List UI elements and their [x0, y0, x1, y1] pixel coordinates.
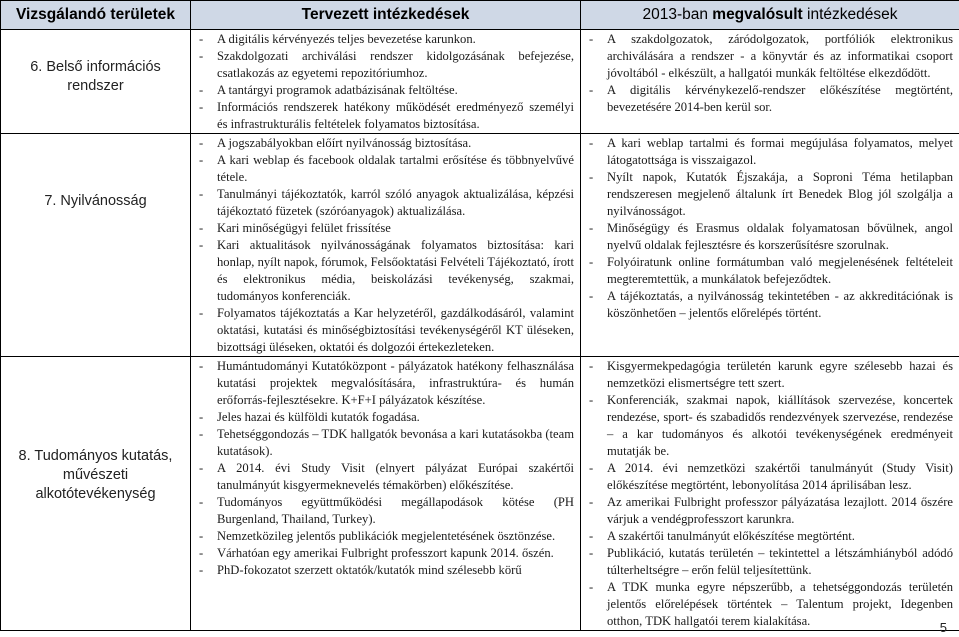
list-item: - A kari weblap és facebook oldalak tartalmi erősítése és többnyelvűvé tétele.: [197, 152, 574, 186]
page-number: 5: [939, 620, 947, 635]
realized-list: [581, 357, 959, 630]
area-label: 8. Tudományos kutatás, művészeti alkotótevékenység: [18, 448, 173, 502]
table-row: [1, 30, 959, 134]
list-item: - A szakdolgozatok, záródolgozatok, portfóliók elektronikus archiválására a rendszer - a könyvtár és az informatikai csoport jóvoltából - elkészült, a hallgatói munkák feltöltése elkezdődött.: [587, 31, 953, 82]
list-item: - Kari aktualitások nyilvánosságának folyamatos biztosítása: kari honlap, nyílt napok, fórumok, Felsőoktatási Felvételi Tájékoztató, írott és elektronikus média, beiskolázási tevékenység, szakmai, tudományos konferenciák.: [197, 237, 574, 305]
realized-list: [581, 30, 959, 116]
list-item: - Tanulmányi tájékoztatók, karról szóló anyagok aktualizálása, képzési tájékoztató füzetek (szóróanyagok) aktualizálása.: [197, 186, 574, 220]
area-label: 6. Belső információs rendszer: [30, 59, 161, 94]
planned-list: [191, 357, 580, 579]
table-body: [1, 30, 959, 631]
list-item: - Nyílt napok, Kutatók Éjszakája, a Soproni Téma hetilapban rendszeresen megjelenő általunk írt Benedek Blog jól szolgálja a nyilvánosságot.: [587, 169, 953, 220]
list-item: - A digitális kérvényezés teljes bevezetése karunkon.: [197, 31, 574, 48]
list-item: - A tájékoztatás, a nyilvánosság tekintetében - az akkreditációnak is köszönhetően – jelentős előrelépés történt.: [587, 288, 953, 322]
list-item: - Szakdolgozati archiválási rendszer kidolgozásának befejezése, csatlakozás az egyetemi repozitóriumhoz.: [197, 48, 574, 82]
planned-measures-cell: [191, 134, 581, 357]
header-planned: Tervezett intézkedések: [191, 1, 581, 30]
list-item: - Várhatóan egy amerikai Fulbright professzort kapunk 2014. őszén.: [197, 545, 574, 562]
list-item: - Nemzetközileg jelentős publikációk megjelentetésének ösztönzése.: [197, 528, 574, 545]
list-item: - A szakértői tanulmányút előkészítése megtörtént.: [587, 528, 953, 545]
list-item: - Tehetséggondozás – TDK hallgatók bevonása a kari kutatásokba (team kutatások).: [197, 426, 574, 460]
list-item: - Konferenciák, szakmai napok, kiállítások szervezése, koncertek rendezése, sport- és szabadidős rendezvények szervezése, rendezése – a kar tudományos és alkotói tevékenységének eredményeit mutatják be.: [587, 392, 953, 460]
planned-list: [191, 30, 580, 133]
list-item: - A jogszabályokban előírt nyilvánosság biztosítása.: [197, 135, 574, 152]
list-item: - Humántudományi Kutatóközpont - pályázatok hatékony felhasználása kutatási projektek megvalósítására, infrastruktúra- és humán erőforrás-fejlesztésekre. K+F+I pályázatok készítése.: [197, 358, 574, 409]
list-item: - Az amerikai Fulbright professzor pályázatása lezajlott. 2014 őszére várjuk a vendégprofesszort karunkra.: [587, 494, 953, 528]
list-item: - Folyamatos tájékoztatás a Kar helyzetéről, gazdálkodásáról, valamint oktatási, kutatási és minőségbiztosítási tevékenységéről KT üléseken, bizottsági üléseken, oktatói és dolgozói értekezleteken.: [197, 305, 574, 356]
header-realized: 2013-ban megvalósult intézkedések: [581, 1, 959, 30]
area-label: 7. Nyilvánosság: [44, 193, 147, 209]
realized-list: [581, 134, 959, 322]
list-item: - Tudományos együttműködési megállapodások kötése (PH Burgenland, Thailand, Turkey).: [197, 494, 574, 528]
planned-measures-cell: [191, 30, 581, 134]
list-item: - A 2014. évi Study Visit (elnyert pályázat Európai szakértői tanulmányút kisgyermeknevelés témakörben) előkészítése.: [197, 460, 574, 494]
area-cell: [1, 30, 191, 134]
list-item: - A digitális kérvénykezelő-rendszer előkészítése megtörtént, bevezetésére 2014-ben kerül sor.: [587, 82, 953, 116]
list-item: - Információs rendszerek hatékony működését eredményező személyi és infrastrukturális feltételek folyamatos biztosítása.: [197, 99, 574, 133]
list-item: - A kari weblap tartalmi és formai megújulása folyamatos, melyet látogatottsága is visszaigazol.: [587, 135, 953, 169]
list-item: - Kisgyermekpedagógia területén karunk egyre szélesebb hazai és nemzetközi elismertségre tett szert.: [587, 358, 953, 392]
list-item: - A tantárgyi programok adatbázisának feltöltése.: [197, 82, 574, 99]
area-cell: [1, 134, 191, 357]
table-row: [1, 134, 959, 357]
list-item: - Publikáció, kutatás területén – tekintettel a létszámhiányból adódó túlterheltségre – erőn felül teljesítettünk.: [587, 545, 953, 579]
list-item: - PhD-fokozatot szerzett oktatók/kutatók mind szélesebb körű: [197, 562, 574, 579]
list-item: - Folyóiratunk online formátumban való megjelenésének feltételeit megteremtettük, a munkálatok befejeződtek.: [587, 254, 953, 288]
realized-measures-cell: [581, 357, 959, 631]
list-item: - Kari minőségügyi felület frissítése: [197, 220, 574, 237]
planned-list: [191, 134, 580, 356]
list-item: - Jeles hazai és külföldi kutatók fogadása.: [197, 409, 574, 426]
list-item: - Minőségügy és Erasmus oldalak folyamatosan bővülnek, angol nyelvű oldalak fejlesztésre és korszerűsítésre szorulnak.: [587, 220, 953, 254]
realized-measures-cell: [581, 30, 959, 134]
area-cell: [1, 357, 191, 631]
header-row: [1, 1, 959, 30]
header-areas: Vizsgálandó területek: [1, 1, 191, 30]
list-item: - A 2014. évi nemzetközi szakértői tanulmányút (Study Visit) előkészítése megtörtént, lebonyolítása 2014 áprilisában lesz.: [587, 460, 953, 494]
table-row: [1, 357, 959, 631]
realized-measures-cell: [581, 134, 959, 357]
planned-measures-cell: [191, 357, 581, 631]
list-item: - A TDK munka egyre népszerűbb, a tehetséggondozás területén jelentős előrelépések történtek – Talentum projekt, Idegenben otthon, TDK hallgatói terem kialakítása.: [587, 579, 953, 630]
